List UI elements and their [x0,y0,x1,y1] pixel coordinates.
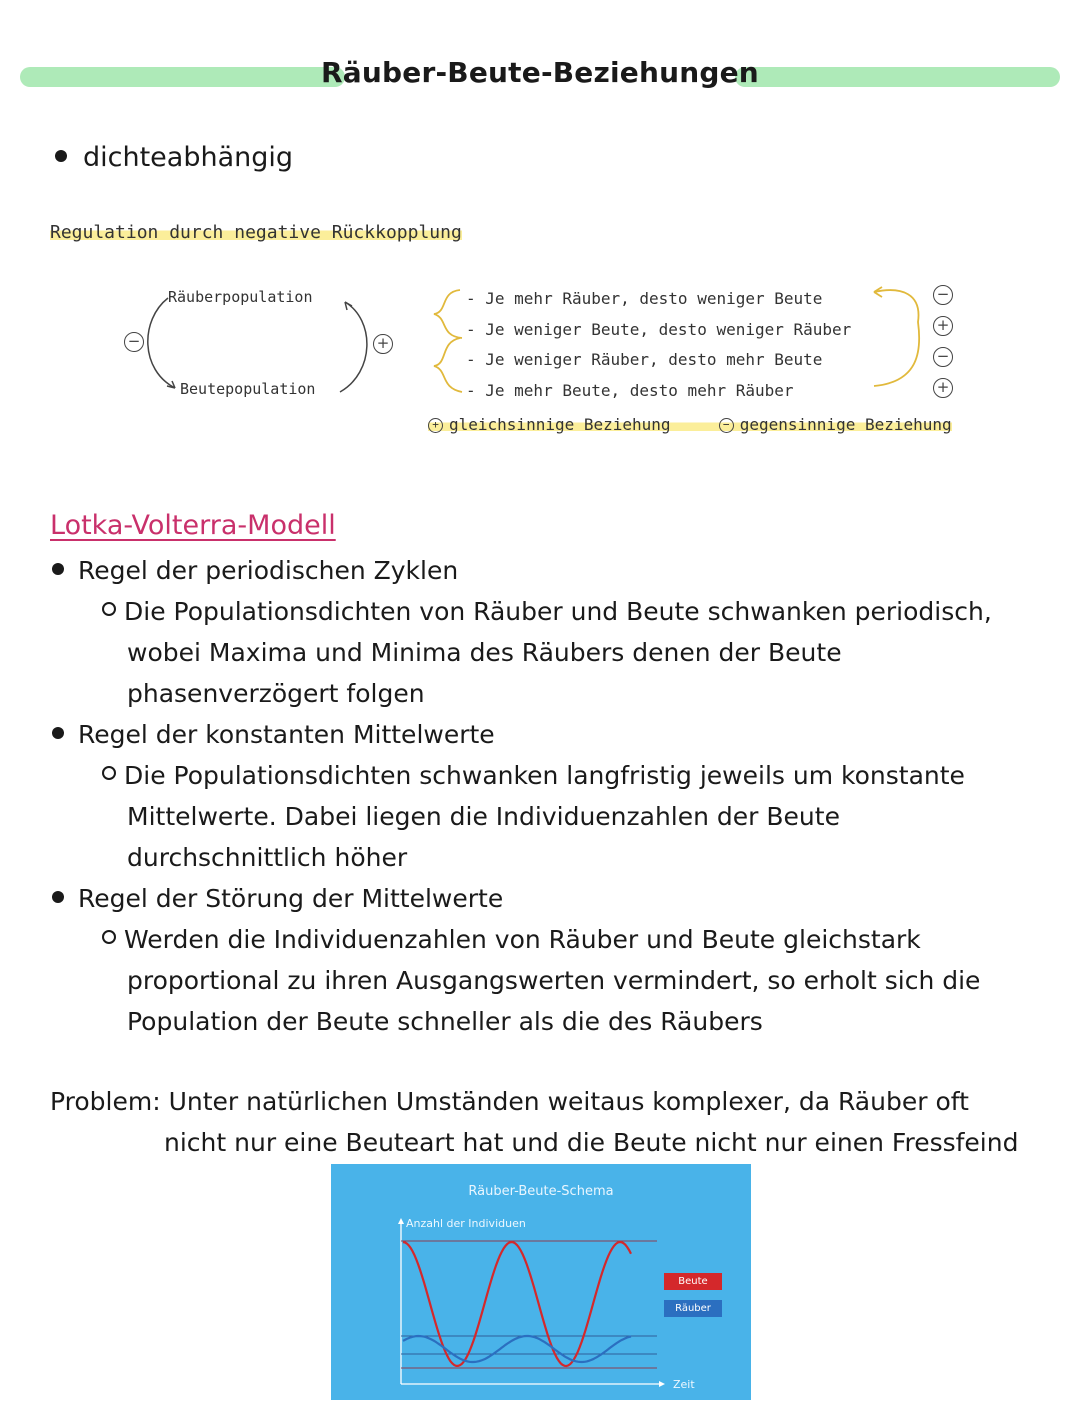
relation-minus-text: gegensinnige Beziehung [739,415,952,434]
cycle-bottom-label: Beutepopulation [180,380,316,398]
cycle-plus-sign: + [373,334,393,354]
rule-sign-1: − [933,285,953,305]
cycle-right-arrow [345,302,352,310]
rule-block-1 [52,550,992,714]
rule-block-2 [52,714,965,878]
legend-beute: Beute [664,1273,722,1290]
chart-title: Räuber-Beute-Schema [468,1184,614,1199]
rule-title-2: Regel der konstanten Mittelwerte [52,714,965,755]
problem-line-2: nicht nur eine Beuteart hat und die Beute nicht nur einen Fressfeind [164,1128,1019,1157]
regulation-heading-text: Regulation durch negative Rückkopplung [50,222,462,243]
rule-line: Die Populationsdichten von Räuber und Beute schwanken periodisch, [52,591,992,632]
problem-label: Problem: [50,1087,161,1116]
rule-line: proportional zu ihren Ausgangswerten vermindert, so erholt sich die [127,966,981,995]
rule-line: Werden die Individuenzahlen von Räuber und Beute gleichstark [52,919,980,960]
series-beute-line [403,1242,631,1366]
rule-line: wobei Maxima und Minima des Räubers denen der Beute [127,638,842,667]
series-raeuber-line [403,1336,631,1362]
page-title: Räuber-Beute-Beziehungen [321,56,759,89]
legend-raeuber: Räuber [664,1300,722,1317]
feedback-rule-3: - Je weniger Räuber, desto mehr Beute [466,350,823,369]
sub-bullet [102,602,116,616]
rule-block-3 [52,878,980,1042]
bullet-dichteabhaengig [55,142,293,173]
rule-line: Population der Beute schneller als die des Räubers [127,1007,763,1036]
y-axis-label: Anzahl der Individuen [406,1217,526,1230]
problem-block [50,1081,1018,1163]
cycle-top-label: Räuberpopulation [168,288,313,306]
x-axis-arrow [659,1381,665,1387]
rule-line: Mittelwerte. Dabei liegen die Individuenzahlen der Beute [127,802,840,831]
sub-bullet [102,766,116,780]
bullet-dot [55,150,67,162]
problem-line-1: Problem: Unter natürlichen Umständen weitaus komplexer, da Räuber oft [50,1087,969,1116]
bullet-text: dichteabhängig [83,142,294,173]
relation-plus-text: gleichsinnige Beziehung [449,415,671,434]
x-axis-label: Zeit [673,1378,695,1391]
plus-circle-icon: + [428,418,443,433]
feedback-rule-2: - Je weniger Beute, desto weniger Räuber [466,319,852,339]
rule-line: phasenverzögert folgen [127,679,425,708]
cycle-right-arc [340,302,367,392]
rule-line: Die Populationsdichten schwanken langfristig jeweils um konstante [52,755,965,796]
y-axis-arrow [398,1218,404,1224]
rule-sign-2: + [933,316,953,336]
cycle-left-arc [148,298,175,388]
rule-title-3: Regel der Störung der Mittelwerte [52,878,980,919]
relation-legend-text [428,415,952,434]
relation-legend [428,415,952,434]
regulation-heading [50,222,462,243]
feedback-rules-list [466,284,851,406]
feedback-rule-1: - Je mehr Räuber, desto weniger Beute [466,289,823,308]
sub-bullet [102,930,116,944]
feedback-rule-4: - Je mehr Beute, desto mehr Räuber [466,380,794,400]
cycle-minus-sign: − [124,332,144,352]
rule-sign-4: + [933,378,953,398]
rule-sign-3: − [933,347,953,367]
minus-circle-icon: − [719,418,734,433]
rule-line: durchschnittlich höher [127,843,408,872]
model-heading: Lotka-Volterra-Modell [50,510,336,541]
predator-prey-chart [331,1164,751,1400]
rule-title-1: Regel der periodischen Zyklen [52,550,992,591]
rules-right-brace [862,282,932,402]
